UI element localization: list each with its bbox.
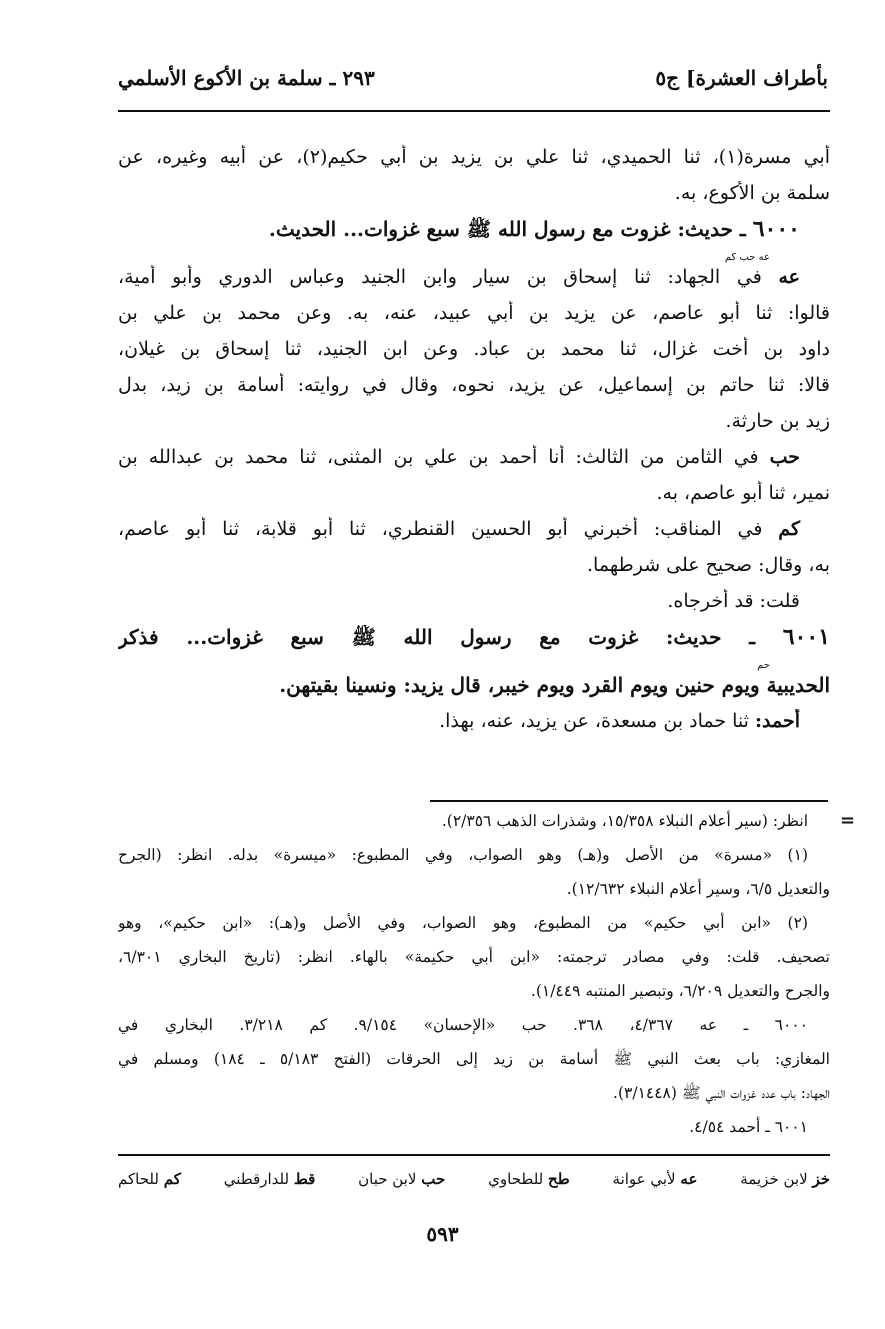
key-item: حب لابن حبان bbox=[358, 1170, 446, 1188]
source-siglum: أحمد: bbox=[755, 710, 800, 732]
key-item: طح للطحاوي bbox=[488, 1170, 570, 1188]
footnote-line: (٢) «ابن أبي حكيم» من المطبوع، وهو الصواب، وفي الأصل و(هـ): «ابن حكيم»، وهو bbox=[118, 914, 808, 932]
hadith-heading-6001 bbox=[118, 625, 830, 661]
header-volume: بأطراف العشرة] ج٥ bbox=[655, 66, 828, 90]
text-line: به، وقال: صحيح على شرطهما. bbox=[587, 554, 830, 576]
running-header bbox=[118, 58, 828, 98]
abbreviation-key bbox=[118, 1170, 830, 1188]
margin-note: عه حب كم bbox=[724, 253, 770, 263]
text-line: نمير، ثنا أبو عاصم، به. bbox=[656, 482, 830, 504]
source-siglum: عه bbox=[778, 266, 800, 288]
footnotes bbox=[118, 810, 830, 1150]
footnote-line: (١) «مسرة» من الأصل و(هـ) وهو الصواب، وفي المطبوع: «ميسرة» بدله. انظر: (الجرح bbox=[118, 846, 808, 864]
text-line: قلت: قد أخرجاه. bbox=[667, 590, 800, 612]
text-line: أبي مسرة(١)، ثنا الحميدي، ثنا علي بن يزيد بن أبي حكيم(٢)، عن أبيه وغيره، عن bbox=[118, 146, 830, 168]
hadith-number: ٦٠٠٠ bbox=[752, 217, 800, 242]
footnote-line: والجرح والتعديل ٦/٢٠٩، وتبصير المنتبه ١/٤٤٩). bbox=[530, 982, 830, 1000]
key-item: خز لابن خزيمة bbox=[740, 1170, 830, 1188]
text-line: الحديبية ويوم حنين ويوم القرد ويوم خيبر، قال يزيد: ونسينا بقيتهن. bbox=[279, 673, 830, 697]
footnote-line: تصحيف. قلت: وفي مصادر ترجمته: «ابن أبي حكيمة» بالهاء. انظر: (تاريخ البخاري ٦/٣٠١، bbox=[118, 948, 830, 966]
key-item: عه لأبي عوانة bbox=[612, 1170, 698, 1188]
hadith-heading-6000 bbox=[118, 217, 830, 253]
continuation-mark: = bbox=[840, 810, 856, 831]
text-line: سلمة بن الأكوع، به. bbox=[674, 182, 830, 204]
hadith-title: ـ حديث: غزوت مع رسول الله ﷺ سبع غزوات... الحديث. bbox=[268, 217, 746, 241]
text-line: قالوا: ثنا أبو عاصم، عن يزيد بن أبي عبيد، عنه، به. وعن محمد بن علي بن bbox=[118, 302, 830, 324]
source-siglum: حب bbox=[769, 446, 800, 468]
text-line: كم في المناقب: أخبرني أبو الحسين القنطري، ثنا أبو قلابة، ثنا أبو عاصم، bbox=[118, 518, 800, 540]
key-item: قط للدارقطني bbox=[223, 1170, 316, 1188]
footnote-line: والتعديل ٦/٥، وسير أعلام النبلاء ١٢/٦٣٢). bbox=[566, 880, 830, 898]
key-item: كم للحاكم bbox=[118, 1170, 181, 1188]
text-line: داود بن أخت غزال، ثنا محمد بن عباد. وعن ابن الجنيد، ثنا إسحاق بن غيلان، bbox=[118, 338, 830, 360]
text-line: أحمد: ثنا حماد بن مسعدة، عن يزيد، عنه، بهذا. bbox=[439, 710, 800, 732]
footnote-line: المغازي: باب بعث النبي ﷺ أسامة بن زيد إلى الحرقات (الفتح ٥/١٨٣ ـ ١٨٤) ومسلم في bbox=[118, 1050, 830, 1068]
margin-note: حم bbox=[757, 661, 770, 671]
text-line: عه في الجهاد: ثنا إسحاق بن سيار وابن الجنيد وعباس الدوري وأبو أمية، bbox=[118, 266, 800, 288]
hadith-title: ـ حديث: غزوت مع رسول الله ﷺ سبع غزوات... فذكر bbox=[118, 625, 756, 649]
text-line: قالا: ثنا حاتم بن إسماعيل، عن يزيد، نحوه، وقال في روايته: أسامة بن زيد، بدل bbox=[118, 374, 830, 396]
text-line: حب في الثامن من الثالث: أنا أحمد بن علي بن المثنى، ثنا محمد بن عبدالله بن bbox=[118, 446, 800, 468]
source-siglum: كم bbox=[778, 518, 800, 540]
page-number: ٥٩٣ bbox=[426, 1222, 459, 1246]
header-rule bbox=[118, 110, 830, 112]
main-text bbox=[118, 145, 830, 745]
hadith-number: ٦٠٠١ bbox=[782, 625, 830, 650]
text-line: زيد بن حارثة. bbox=[725, 410, 830, 432]
header-chapter: ٢٩٣ ـ سلمة بن الأكوع الأسلمي bbox=[118, 66, 375, 90]
footnote-line: ٦٠٠٠ ـ عه ٤/٣٦٧، ٣٦٨. حب «الإحسان» ٩/١٥٤. كم ٣/٢١٨. البخاري في bbox=[118, 1016, 808, 1034]
footnote-line: الجهاد: باب عدد غزوات النبي ﷺ (٣/١٤٤٨). bbox=[613, 1084, 830, 1102]
footnote-line: ٦٠٠١ ـ أحمد ٤/٥٤. bbox=[689, 1118, 808, 1136]
key-rule bbox=[118, 1154, 830, 1156]
footnote-rule bbox=[430, 800, 828, 802]
footnote-line: انظر: (سير أعلام النبلاء ١٥/٣٥٨، وشذرات الذهب ٢/٣٥٦). bbox=[441, 812, 808, 830]
